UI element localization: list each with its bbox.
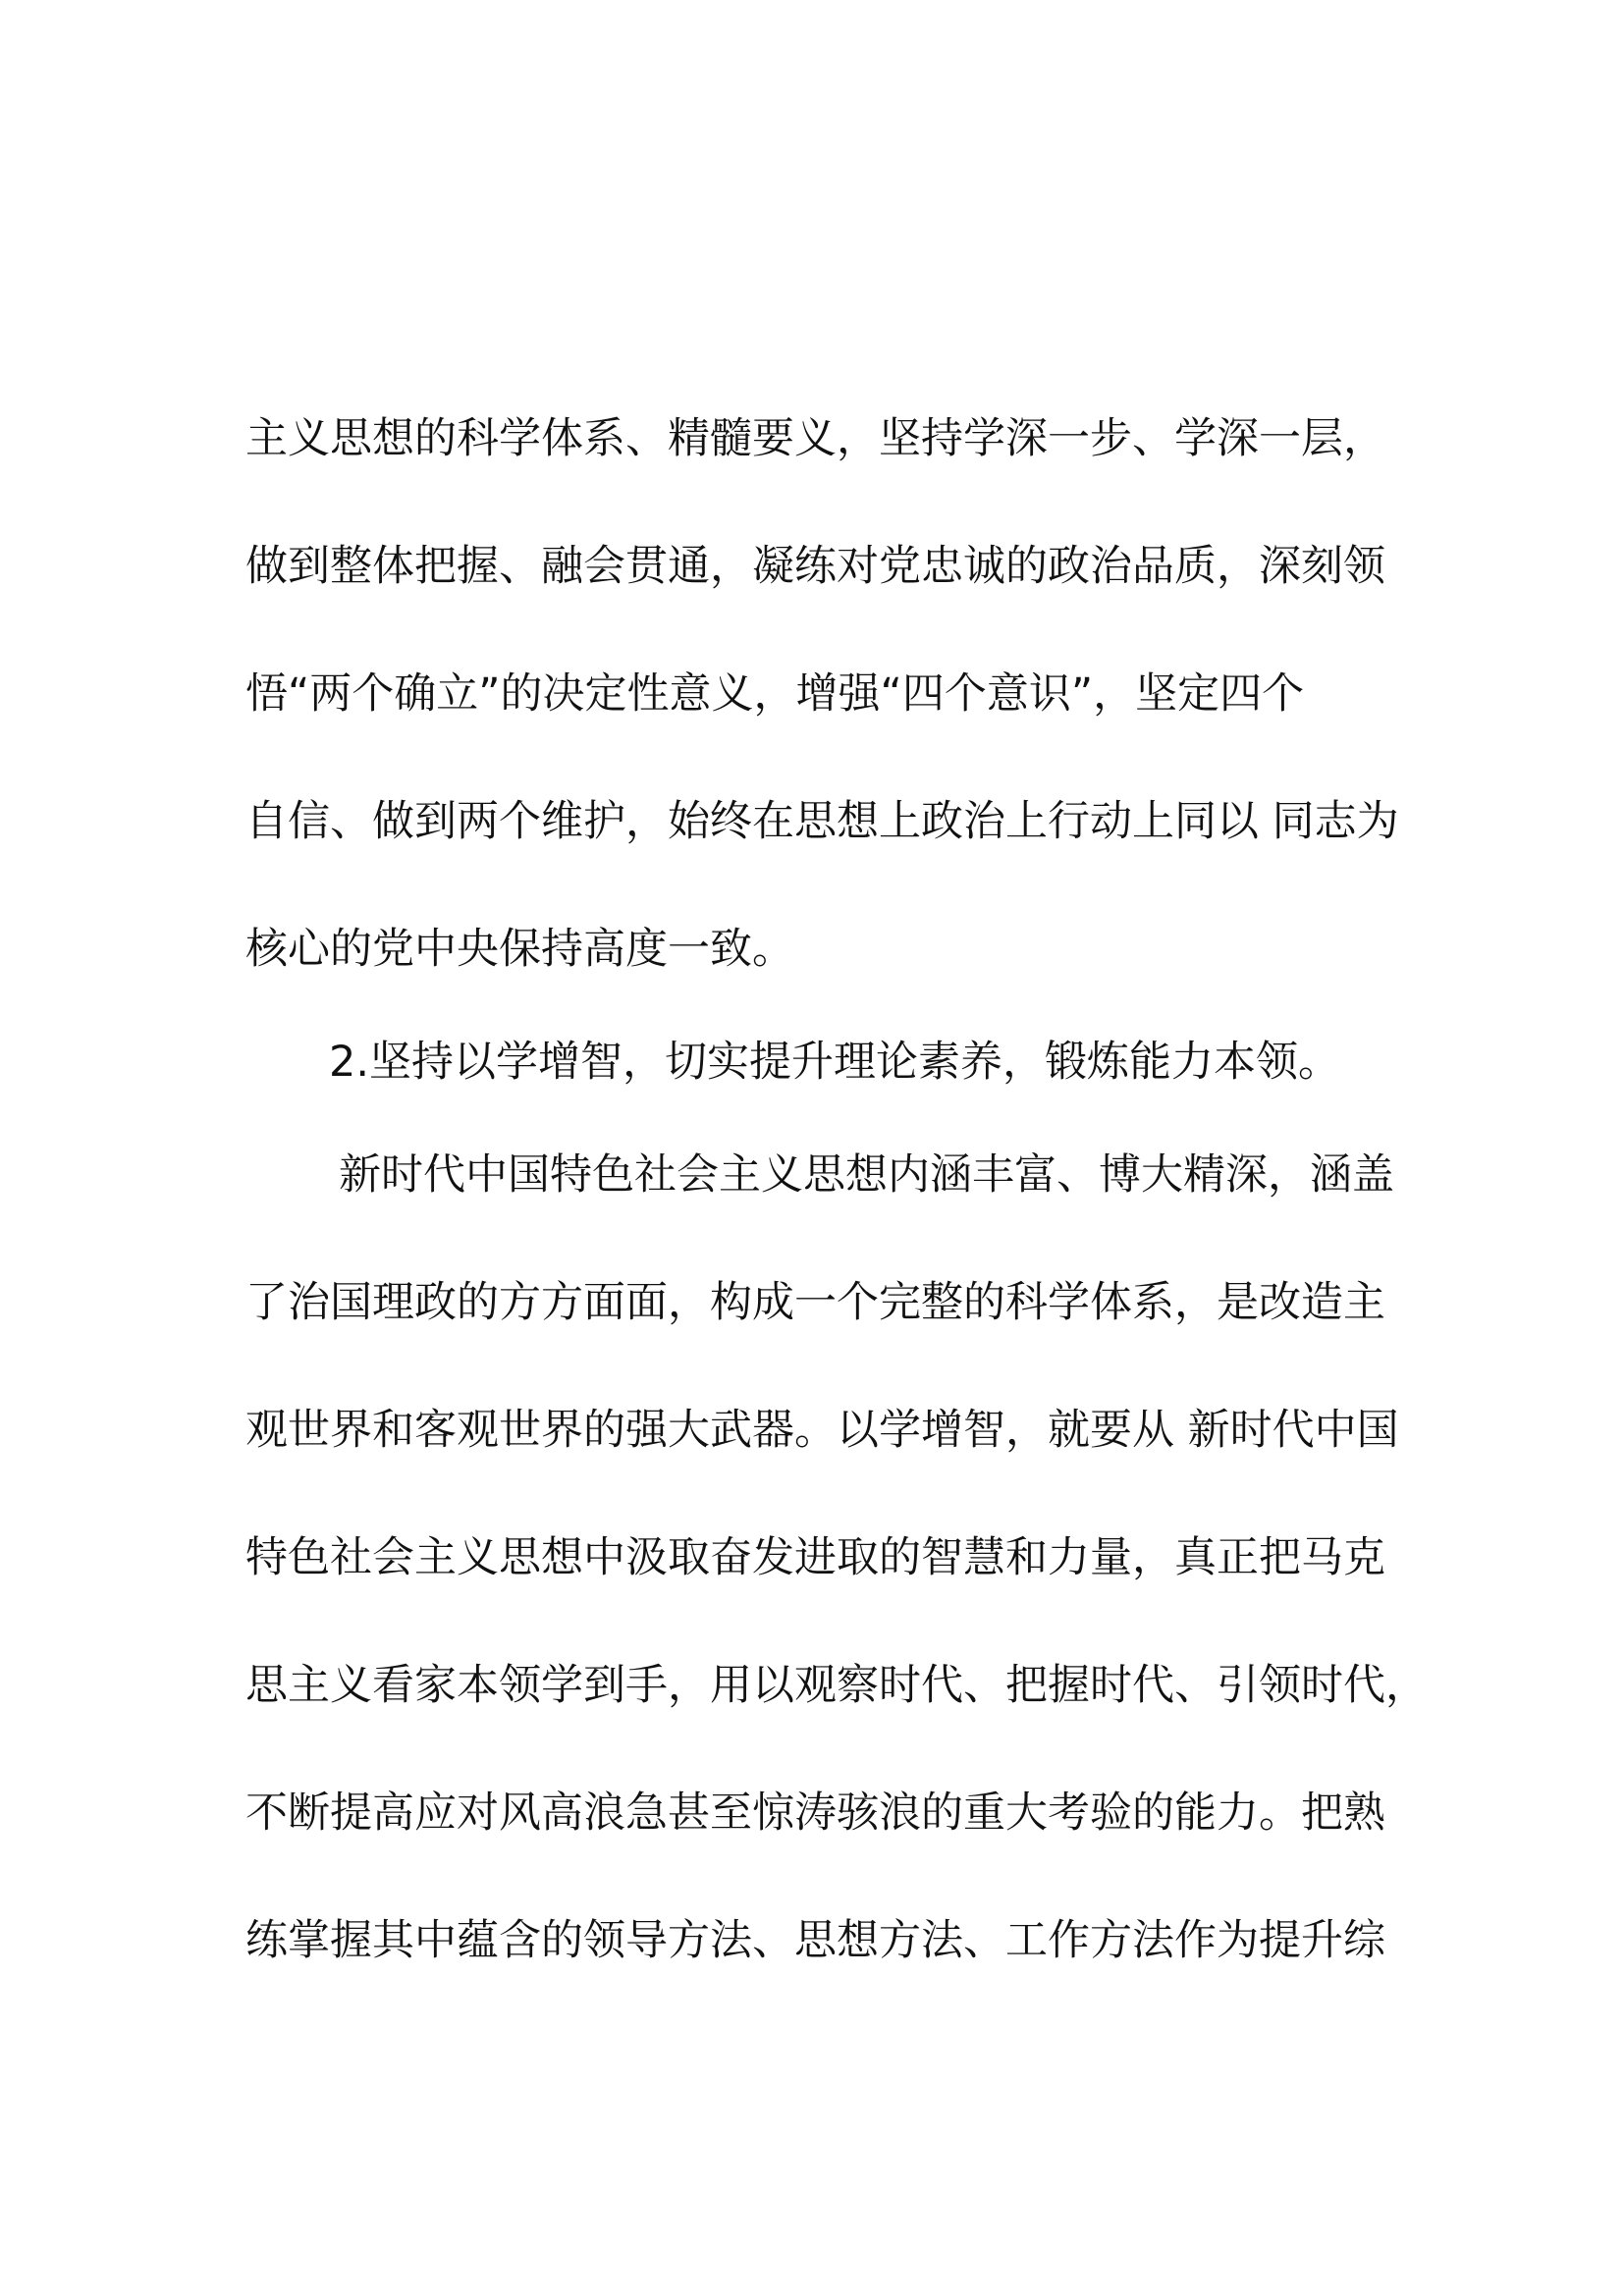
paragraph-line-7: 新时代中国特色社会主义思想内涵丰富、博大精深，涵盖 <box>339 1150 1394 1200</box>
paragraph-line-9: 观世界和客观世界的强大武器。以学增智，就要从 新时代中国 <box>245 1406 1399 1455</box>
paragraph-line-12: 不断提高应对风高浪急甚至惊涛骇浪的重大考验的能力。把熟 <box>245 1789 1385 1838</box>
paragraph-line-13: 练掌握其中蕴含的领导方法、思想方法、工作方法作为提升综 <box>245 1916 1385 1965</box>
section-heading: 2.坚持以学增智，切实提升理论素养，锻炼能力本领。 <box>329 1038 1341 1087</box>
paragraph-line-5: 核心的党中央保持高度一致。 <box>245 925 794 974</box>
paragraph-line-8: 了治国理政的方方面面，构成一个完整的科学体系，是改造主 <box>245 1278 1385 1327</box>
paragraph-line-1: 主义思想的科学体系、精髓要义，坚持学深一步、学深一层， <box>245 414 1385 463</box>
paragraph-line-4: 自信、做到两个维护，始终在思想上政治上行动上同以 同志为 <box>245 797 1399 846</box>
paragraph-line-10: 特色社会主义思想中汲取奋发进取的智慧和力量，真正把马克 <box>245 1533 1385 1582</box>
paragraph-line-2: 做到整体把握、融会贯通，凝练对党忠诚的政治品质，深刻领 <box>245 542 1385 591</box>
paragraph-line-11: 思主义看家本领学到手，用以观察时代、把握时代、引领时代， <box>245 1661 1428 1710</box>
paragraph-line-3: 悟“两个确立”的决定性意义，增强“四个意识”，坚定四个 <box>245 669 1305 719</box>
